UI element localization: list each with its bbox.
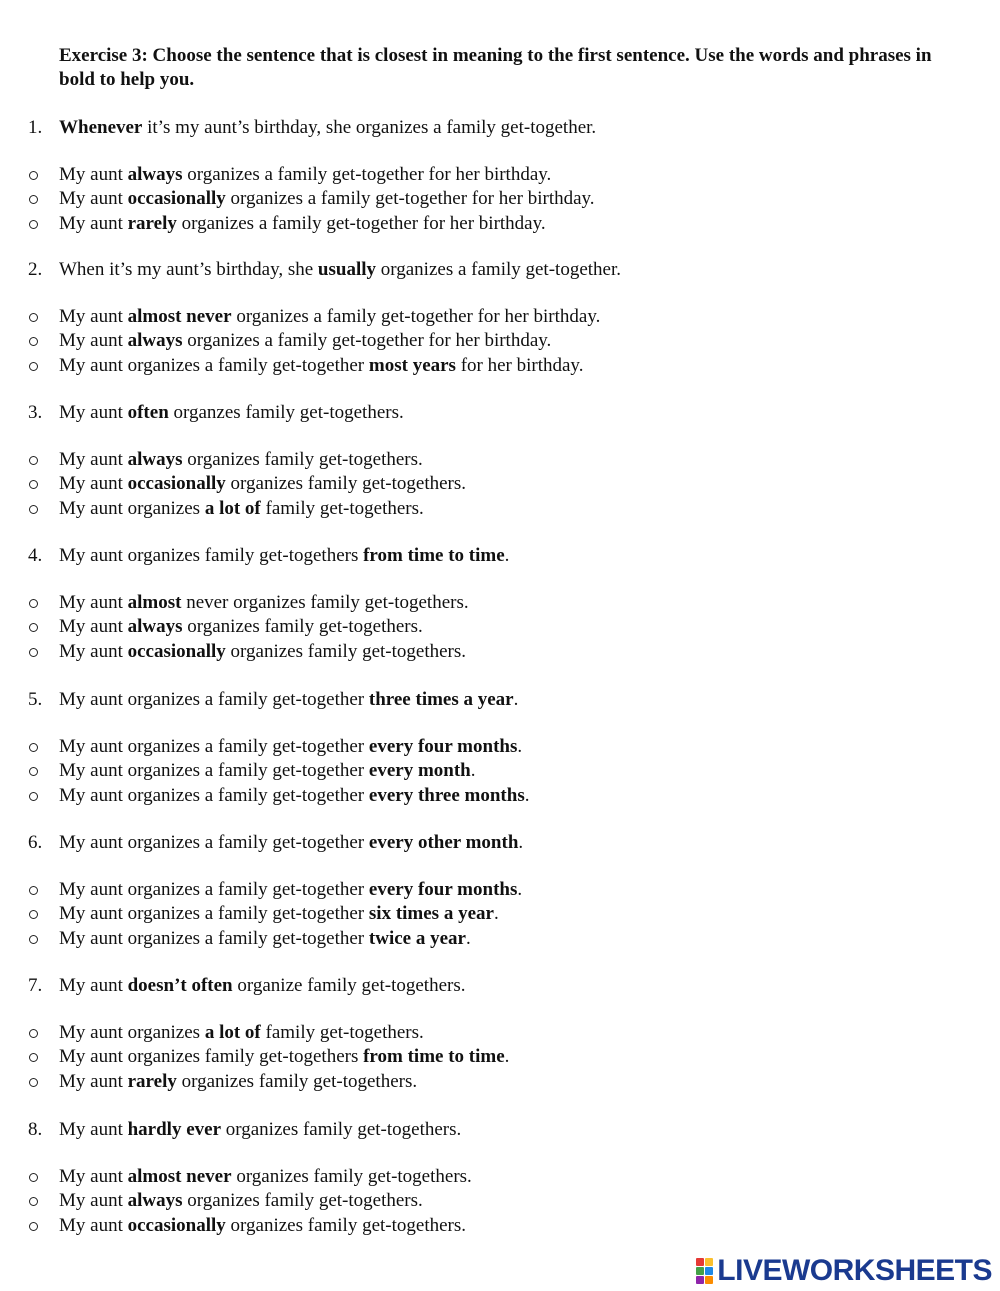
question-text xyxy=(59,401,404,425)
text-segment: . xyxy=(524,784,530,806)
option-radio-icon[interactable] xyxy=(29,1197,38,1206)
question-8 xyxy=(0,1118,1000,1142)
text-segment: organizes family get-togethers. xyxy=(225,473,467,495)
text-segment: My aunt xyxy=(59,1214,128,1236)
option-radio-icon[interactable] xyxy=(29,792,38,801)
bold-keyword: a lot of xyxy=(204,1022,261,1043)
answer-option[interactable] xyxy=(0,448,1000,472)
logo-square xyxy=(705,1267,713,1275)
text-segment: My aunt organizes a family get-together xyxy=(59,927,369,949)
text-segment: My aunt organizes a family get-together xyxy=(59,760,369,782)
text-segment: My aunt xyxy=(59,1166,128,1187)
bold-keyword: always xyxy=(127,1190,183,1212)
option-text xyxy=(59,878,522,902)
question-number: 7. xyxy=(28,975,43,996)
answer-option[interactable] xyxy=(0,735,1000,759)
text-segment: My aunt xyxy=(59,212,128,234)
answer-option[interactable] xyxy=(0,163,1000,187)
text-segment: My aunt xyxy=(59,473,128,495)
bold-keyword: always xyxy=(127,449,183,470)
text-segment: organizes family get-togethers. xyxy=(225,1214,467,1236)
question-text xyxy=(59,544,509,568)
bold-keyword: six times a year xyxy=(368,903,494,925)
text-segment: My aunt xyxy=(59,164,128,185)
text-segment: My aunt organizes a family get-together xyxy=(59,354,369,376)
option-text xyxy=(59,640,466,664)
bold-keyword: from time to time xyxy=(363,1046,505,1068)
question-7 xyxy=(0,974,1000,998)
answer-option[interactable] xyxy=(0,878,1000,902)
bold-keyword: occasionally xyxy=(127,188,226,210)
text-segment: My aunt xyxy=(59,640,128,662)
logo-square xyxy=(696,1276,704,1284)
option-text xyxy=(59,1214,466,1238)
text-segment: organizes family get-togethers. xyxy=(225,640,467,662)
text-segment: My aunt organizes family get-togethers xyxy=(59,545,364,566)
option-text xyxy=(59,472,466,496)
liveworksheets-logo-icon xyxy=(696,1258,713,1284)
bold-keyword: doesn’t often xyxy=(127,975,233,996)
text-segment: My aunt xyxy=(59,616,128,638)
option-text xyxy=(59,329,551,353)
option-radio-icon[interactable] xyxy=(29,220,38,229)
option-text xyxy=(59,927,471,951)
text-segment: My aunt xyxy=(59,449,128,470)
question-number: 3. xyxy=(28,402,43,423)
answer-option[interactable] xyxy=(0,472,1000,496)
liveworksheets-logo xyxy=(696,1254,992,1288)
answer-option[interactable] xyxy=(0,1214,1000,1238)
bold-keyword: every three months xyxy=(368,784,525,806)
text-segment: My aunt organizes xyxy=(59,497,205,519)
option-text xyxy=(59,784,529,808)
text-segment: My aunt xyxy=(59,592,128,613)
bold-keyword: a lot of xyxy=(204,497,261,519)
answer-option[interactable] xyxy=(0,305,1000,329)
option-radio-icon[interactable] xyxy=(29,623,38,632)
option-text xyxy=(59,1045,509,1069)
logo-square xyxy=(696,1258,704,1266)
text-segment: family get-togethers. xyxy=(260,1022,424,1043)
text-segment: organizes family get-togethers. xyxy=(182,616,423,638)
option-radio-icon[interactable] xyxy=(29,505,38,514)
option-radio-icon[interactable] xyxy=(29,313,38,322)
bold-keyword: occasionally xyxy=(127,473,226,495)
question-3 xyxy=(0,401,1000,425)
text-segment: never organizes family get-togethers. xyxy=(181,592,469,613)
question-text xyxy=(59,688,518,712)
bold-keyword: every four months xyxy=(368,736,518,757)
option-text xyxy=(59,497,424,521)
answer-option[interactable] xyxy=(0,329,1000,353)
bold-keyword: always xyxy=(127,330,183,352)
logo-square xyxy=(696,1267,704,1275)
text-segment: My aunt organizes a family get-together xyxy=(59,879,369,900)
option-radio-icon[interactable] xyxy=(29,910,38,919)
answer-option[interactable] xyxy=(0,187,1000,211)
bold-keyword: twice a year xyxy=(368,927,466,949)
text-segment: My aunt organizes a family get-together xyxy=(59,832,369,853)
option-radio-icon[interactable] xyxy=(29,1173,38,1182)
text-segment: it’s my aunt’s birthday, she organizes a family get-together. xyxy=(142,117,597,138)
text-segment: . xyxy=(504,545,510,566)
bold-keyword: three times a year xyxy=(368,689,514,710)
text-segment: organizes a family get-together. xyxy=(376,259,621,280)
answer-option[interactable] xyxy=(0,1165,1000,1189)
option-radio-icon[interactable] xyxy=(29,362,38,371)
text-segment: organizes family get-togethers. xyxy=(182,1190,423,1212)
bold-keyword: rarely xyxy=(127,1070,177,1092)
option-radio-icon[interactable] xyxy=(29,1078,38,1087)
question-number: 1. xyxy=(28,117,43,138)
question-number: 5. xyxy=(28,689,43,710)
question-1 xyxy=(0,116,1000,140)
bold-keyword: most years xyxy=(368,354,456,376)
text-segment: My aunt xyxy=(59,188,128,210)
text-segment: My aunt xyxy=(59,1070,128,1092)
option-radio-icon[interactable] xyxy=(29,886,38,895)
option-text xyxy=(59,591,469,615)
question-text xyxy=(59,1118,461,1142)
bold-keyword: always xyxy=(127,164,183,185)
question-number: 8. xyxy=(28,1119,43,1140)
text-segment: My aunt organizes a family get-together xyxy=(59,784,369,806)
text-segment: My aunt organizes a family get-together xyxy=(59,903,369,925)
question-text xyxy=(59,831,523,855)
option-text xyxy=(59,163,551,187)
question-2 xyxy=(0,258,1000,282)
text-segment: My aunt xyxy=(59,306,128,327)
text-segment: My aunt organizes xyxy=(59,1022,205,1043)
answer-option[interactable] xyxy=(0,902,1000,926)
answer-option[interactable] xyxy=(0,1070,1000,1094)
logo-square xyxy=(705,1258,713,1266)
text-segment: organizes a family get-together for her birthday. xyxy=(231,306,601,327)
question-4 xyxy=(0,544,1000,568)
option-radio-icon[interactable] xyxy=(29,767,38,776)
question-number: 6. xyxy=(28,832,43,853)
text-segment: . xyxy=(504,1046,510,1068)
bold-keyword: always xyxy=(127,616,183,638)
answer-option[interactable] xyxy=(0,1021,1000,1045)
text-segment: organizes family get-togethers. xyxy=(221,1119,462,1140)
bold-keyword: often xyxy=(127,402,169,423)
text-segment: My aunt xyxy=(59,330,128,352)
bold-keyword: rarely xyxy=(127,212,177,234)
text-segment: . xyxy=(465,927,471,949)
text-segment: organizes family get-togethers. xyxy=(231,1166,472,1187)
bold-keyword: every four months xyxy=(368,879,518,900)
answer-option[interactable] xyxy=(0,784,1000,808)
option-radio-icon[interactable] xyxy=(29,456,38,465)
answer-option[interactable] xyxy=(0,640,1000,664)
option-radio-icon[interactable] xyxy=(29,743,38,752)
option-text xyxy=(59,1021,424,1045)
option-radio-icon[interactable] xyxy=(29,195,38,204)
text-segment: . xyxy=(470,760,476,782)
text-segment: When it’s my aunt’s birthday, she xyxy=(59,259,318,280)
text-segment: organizes a family get-together for her birthday. xyxy=(176,212,546,234)
option-radio-icon[interactable] xyxy=(29,171,38,180)
text-segment: organizes family get-togethers. xyxy=(176,1070,418,1092)
bold-keyword: occasionally xyxy=(127,1214,226,1236)
option-radio-icon[interactable] xyxy=(29,1053,38,1062)
question-text xyxy=(59,974,465,998)
answer-option[interactable] xyxy=(0,927,1000,951)
answer-option[interactable] xyxy=(0,759,1000,783)
bold-keyword: occasionally xyxy=(127,640,226,662)
bold-keyword: every month xyxy=(368,760,471,782)
answer-option[interactable] xyxy=(0,1045,1000,1069)
text-segment: organzes family get-togethers. xyxy=(168,402,404,423)
text-segment: family get-togethers. xyxy=(260,497,424,519)
option-radio-icon[interactable] xyxy=(29,648,38,657)
option-text xyxy=(59,902,499,926)
text-segment: organizes a family get-together for her birthday. xyxy=(225,188,595,210)
liveworksheets-logo-text: LIVEWORKSHEETS xyxy=(717,1254,992,1287)
bold-keyword: almost never xyxy=(127,1166,232,1187)
bold-keyword: almost xyxy=(127,592,182,613)
bold-keyword: almost never xyxy=(127,306,232,327)
option-radio-icon[interactable] xyxy=(29,1222,38,1231)
question-number: 4. xyxy=(28,545,43,566)
question-6 xyxy=(0,831,1000,855)
text-segment: My aunt organizes a family get-together xyxy=(59,689,369,710)
text-segment: for her birthday. xyxy=(455,354,584,376)
option-text xyxy=(59,1189,423,1213)
text-segment: . xyxy=(518,832,524,853)
option-text xyxy=(59,187,595,211)
question-5 xyxy=(0,688,1000,712)
option-text xyxy=(59,448,423,472)
text-segment: organizes a family get-together for her birthday. xyxy=(182,330,552,352)
option-text xyxy=(59,1070,417,1094)
bold-keyword: Whenever xyxy=(59,117,143,138)
option-text xyxy=(59,759,475,783)
option-radio-icon[interactable] xyxy=(29,337,38,346)
option-radio-icon[interactable] xyxy=(29,1029,38,1038)
option-text xyxy=(59,1165,472,1189)
option-radio-icon[interactable] xyxy=(29,599,38,608)
exercise-instructions: Exercise 3: Choose the sentence that is closest in meaning to the first sentence. Use the words and phrases in bold to help you. xyxy=(59,45,932,90)
text-segment: organizes a family get-together for her birthday. xyxy=(182,164,552,185)
text-segment: . xyxy=(513,689,519,710)
answer-option[interactable] xyxy=(0,591,1000,615)
option-radio-icon[interactable] xyxy=(29,480,38,489)
text-segment: organizes family get-togethers. xyxy=(182,449,423,470)
text-segment: My aunt xyxy=(59,1119,128,1140)
text-segment: . xyxy=(517,736,523,757)
bold-keyword: from time to time xyxy=(363,545,505,566)
bold-keyword: hardly ever xyxy=(127,1119,222,1140)
answer-option[interactable] xyxy=(0,497,1000,521)
text-segment: My aunt organizes a family get-together xyxy=(59,736,369,757)
answer-option[interactable] xyxy=(0,212,1000,236)
answer-option[interactable] xyxy=(0,1189,1000,1213)
option-text xyxy=(59,212,546,236)
text-segment: My aunt xyxy=(59,975,128,996)
text-segment: organize family get-togethers. xyxy=(232,975,466,996)
text-segment: . xyxy=(493,903,499,925)
question-text xyxy=(59,258,621,282)
text-segment: . xyxy=(517,879,523,900)
option-text xyxy=(59,615,423,639)
option-text xyxy=(59,305,600,329)
option-text xyxy=(59,354,583,378)
logo-square xyxy=(705,1276,713,1284)
bold-keyword: usually xyxy=(317,259,377,280)
option-text xyxy=(59,735,522,759)
text-segment: My aunt xyxy=(59,1190,128,1212)
bold-keyword: every other month xyxy=(368,832,519,853)
text-segment: My aunt organizes family get-togethers xyxy=(59,1046,364,1068)
answer-option[interactable] xyxy=(0,615,1000,639)
question-number: 2. xyxy=(28,259,43,280)
text-segment: My aunt xyxy=(59,402,128,423)
answer-option[interactable] xyxy=(0,354,1000,378)
option-radio-icon[interactable] xyxy=(29,935,38,944)
question-text xyxy=(59,116,596,140)
